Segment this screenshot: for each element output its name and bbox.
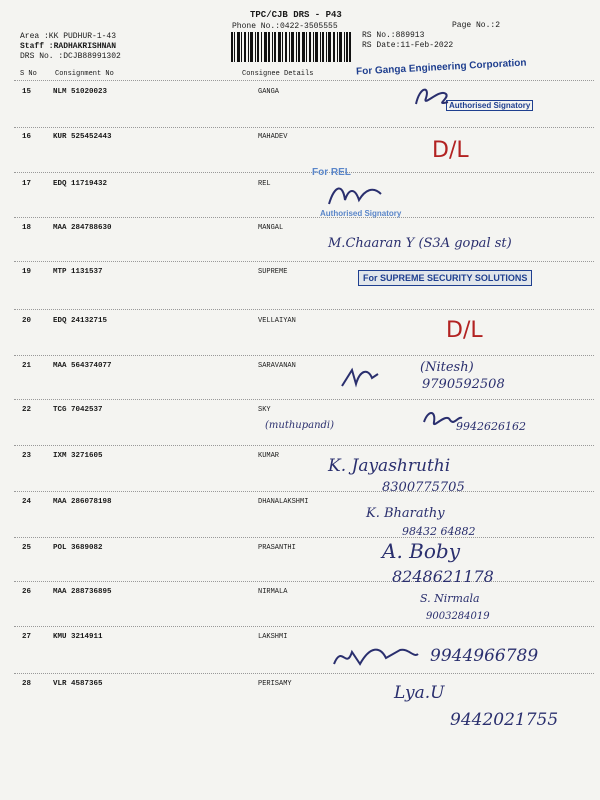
mahadev-delivery-mark: D/L [432,138,469,163]
barcode [231,32,351,62]
row-divider [14,172,594,173]
row-sno: 21 [22,362,32,370]
row-sno: 22 [22,406,32,414]
nirmala-receiver-name: S. Nirmala [420,592,480,605]
row-sno: 20 [22,317,32,325]
row-consignee-name: REL [258,180,271,188]
drs-number-field: DRS No. :DCJB88991302 [20,52,121,61]
row-consignee-name: SUPREME [258,268,288,276]
vellaiyan-delivery-mark: D/L [446,318,483,343]
saravanan-phone: 9790592508 [422,377,505,392]
row-consignment-no: VLR 4587365 [53,680,103,688]
row-consignment-no: MAA 286078198 [53,498,112,506]
row-sno: 16 [22,133,32,141]
nirmala-phone: 9003284019 [426,611,490,622]
row-divider [14,445,594,446]
column-header-consignment: Consignment No [55,70,114,78]
ganga-signatory-stamp: Authorised Signatory [446,100,533,111]
row-sno: 25 [22,544,32,552]
phone-number: Phone No.:0422-3505555 [232,22,338,31]
column-header-consignee: Consignee Details [242,70,314,78]
row-consignee-name: MANGAL [258,224,284,232]
prasanthi-phone: 8248621178 [392,567,494,586]
row-divider [14,127,594,128]
row-sno: 15 [22,88,32,96]
dhanalakshmi-phone: 98432 64882 [402,525,476,538]
row-sno: 24 [22,498,32,506]
ganga-company-stamp: For Ganga Engineering Corporation [355,57,527,78]
row-consignment-no: IXM 3271605 [53,452,103,460]
sky-phone: 9942626162 [456,420,526,433]
rs-number-field: RS No.:889913 [362,31,425,40]
row-sno: 18 [22,224,32,232]
sky-receiver-note: (muthupandi) [265,420,335,431]
row-consignment-no: MAA 564374077 [53,362,112,370]
lakshmi-phone: 9944966789 [430,646,539,666]
saravanan-signature-scribble [338,364,382,390]
row-divider [14,217,594,218]
row-consignment-no: MAA 288736895 [53,588,112,596]
row-divider [14,261,594,262]
staff-field: Staff :RADHAKRISHNAN [20,42,117,51]
row-consignee-name: LAKSHMI [258,633,288,641]
ganga-signature-scribble [412,84,452,110]
row-consignee-name: VELLAIYAN [258,317,296,325]
row-consignment-no: EDQ 11719432 [53,180,108,188]
row-consignment-no: MAA 284788630 [53,224,112,232]
row-consignee-name: DHANALAKSHMI [258,498,309,506]
row-consignee-name: NIRMALA [258,588,288,596]
row-consignment-no: MTP 1131537 [53,268,103,276]
row-consignment-no: NLM 51020023 [53,88,108,96]
row-divider [14,491,594,492]
column-header-sno: S No [20,70,37,78]
row-divider [14,673,594,674]
document-title: TPC/CJB DRS - P43 [250,10,342,20]
mangal-receiver-note: M.Chaaran Y (S3A gopal st) [328,236,512,251]
lakshmi-signature-scribble [330,642,420,672]
row-divider [14,626,594,627]
supreme-company-stamp: For SUPREME SECURITY SOLUTIONS [358,270,532,286]
row-divider [14,80,594,81]
row-divider [14,537,594,538]
row-consignment-no: EDQ 24132715 [53,317,108,325]
row-consignee-name: KUMAR [258,452,280,460]
row-divider [14,309,594,310]
row-consignee-name: SKY [258,406,271,414]
row-consignee-name: PRASANTHI [258,544,296,552]
row-consignment-no: KMU 3214911 [53,633,103,641]
row-divider [14,355,594,356]
rel-signatory-stamp: Authorised Signatory [320,209,402,218]
perisamy-receiver-name: Lya.U [394,683,445,703]
saravanan-receiver-name: (Nitesh) [420,360,474,375]
dhanalakshmi-receiver-name: K. Bharathy [366,506,445,521]
row-consignee-name: SARAVANAN [258,362,296,370]
kumar-receiver-name: K. Jayashruthi [328,456,451,476]
kumar-phone: 8300775705 [382,480,465,495]
row-consignee-name: PERISAMY [258,680,292,688]
page-number: Page No.:2 [452,21,501,30]
row-consignment-no: TCG 7042537 [53,406,103,414]
row-sno: 19 [22,268,32,276]
row-sno: 28 [22,680,32,688]
rel-signature-scribble [325,180,385,210]
area-field: Area :KK PUDHUR-1-43 [20,32,117,41]
rel-company-stamp: For REL [312,167,351,178]
row-sno: 23 [22,452,32,460]
row-sno: 27 [22,633,32,641]
row-consignment-no: POL 3689082 [53,544,103,552]
row-divider [14,581,594,582]
row-divider [14,399,594,400]
row-sno: 26 [22,588,32,596]
row-consignee-name: MAHADEV [258,133,288,141]
perisamy-phone: 9442021755 [450,710,559,730]
prasanthi-receiver-name: A. Boby [382,539,460,563]
row-consignment-no: KUR 525452443 [53,133,112,141]
row-consignee-name: GANGA [258,88,280,96]
rs-date-field: RS Date:11-Feb-2022 [362,41,454,50]
row-sno: 17 [22,180,32,188]
